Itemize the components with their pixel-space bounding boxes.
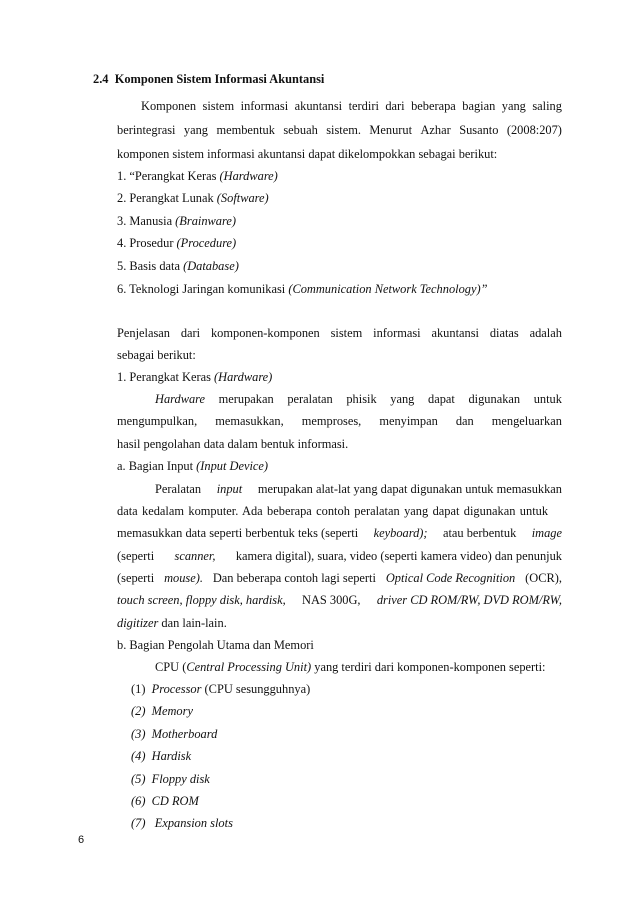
input-line-2: data kedalam komputer. Ada beberapa contoh peralatan yang dapat digunakan untuk (117, 504, 549, 518)
cpu-item-3: (3) Motherboard (131, 727, 218, 741)
hardware-line-1: Hardware merupakan peralatan phisik yang dapat digunakan untuk (155, 392, 562, 406)
input-line-4: (seperti scanner, kamera digital), suara, video (seperti kamera video) dan penunjuk (117, 549, 562, 563)
hardware-title: 1. Perangkat Keras (Hardware) (117, 370, 273, 384)
explanation-line-2: sebagai berikut: (117, 348, 196, 362)
component-item-1: 1. “Perangkat Keras (Hardware) (117, 169, 278, 183)
input-device-title: a. Bagian Input (Input Device) (117, 459, 269, 473)
hardware-line-3: hasil pengolahan data dalam bentuk informasi. (117, 437, 349, 451)
intro-line-3: komponen sistem informasi akuntansi dapat dikelompokkan sebagai berikut: (117, 147, 498, 161)
cpu-line: CPU (Central Processing Unit) yang terdiri dari komponen-komponen seperti: (155, 660, 546, 674)
cpu-item-1: (1) Processor (CPU sesungguhnya) (131, 682, 311, 696)
processing-title: b. Bagian Pengolah Utama dan Memori (117, 638, 314, 652)
cpu-item-5: (5) Floppy disk (131, 772, 210, 786)
component-item-2: 2. Perangkat Lunak (Software) (117, 191, 269, 205)
cpu-item-2: (2) Memory (131, 704, 193, 718)
input-line-1: Peralatan input merupakan alat-lat yang dapat digunakan untuk memasukkan (155, 482, 562, 496)
page-number: 6 (78, 834, 85, 846)
section-number: 2.4 (93, 72, 109, 86)
cpu-item-4: (4) Hardisk (131, 749, 192, 763)
hardware-line-2: mengumpulkan, memasukkan, memproses, menyimpan dan mengeluarkan (117, 414, 562, 428)
intro-line-2: berintegrasi yang membentuk sebuah sistem. Menurut Azhar Susanto (2008:207) (117, 123, 562, 137)
input-line-3: memasukkan data seperti berbentuk teks (seperti keyboard); atau berbentuk image (117, 526, 562, 540)
intro-line-1: Komponen sistem informasi akuntansi terdiri dari beberapa bagian yang saling (141, 99, 562, 113)
input-line-6: touch screen, floppy disk, hardisk, NAS 300G, driver CD ROM/RW, DVD ROM/RW, (117, 593, 562, 607)
section-title: Komponen Sistem Informasi Akuntansi (114, 72, 325, 86)
component-item-6: 6. Teknologi Jaringan komunikasi (Communication Network Technology)” (117, 282, 488, 296)
component-item-3: 3. Manusia (Brainware) (117, 214, 236, 228)
cpu-item-7: (7) Expansion slots (131, 816, 233, 830)
component-item-4: 4. Prosedur (Procedure) (117, 236, 237, 250)
section-heading (93, 71, 324, 87)
input-line-5: (seperti mouse). Dan beberapa contoh lagi seperti Optical Code Recognition (OCR), (117, 571, 562, 585)
component-item-5: 5. Basis data (Database) (117, 259, 239, 273)
cpu-item-6: (6) CD ROM (131, 794, 199, 808)
input-line-7: digitizer dan lain-lain. (117, 616, 227, 630)
explanation-line-1: Penjelasan dari komponen-komponen sistem informasi akuntansi diatas adalah (117, 326, 562, 340)
